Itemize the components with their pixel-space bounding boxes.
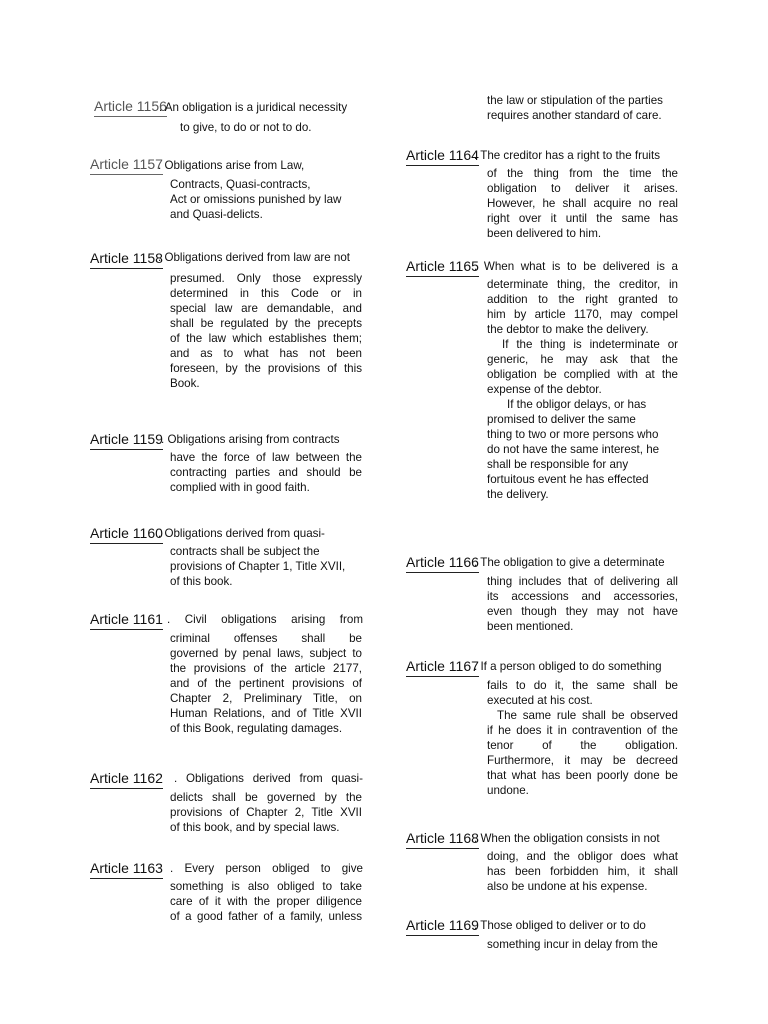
article-1164-first-line: . The creditor has a right to the fruits — [474, 149, 661, 162]
article-1161-line-3: governed by penal laws, subject to — [170, 647, 362, 660]
article-1163-line-3: care of it with the proper diligence — [170, 895, 362, 908]
article-1167-line-3: executed at his cost. — [487, 694, 593, 707]
continued-text — [487, 93, 679, 123]
article-1167-line-8: that what has been poorly done be — [487, 769, 678, 782]
article-1157-line-2: Contracts, Quasi-contracts, — [170, 178, 311, 191]
article-1169-line-2: something incur in delay from the — [487, 938, 658, 951]
article-1167-line-6: tenor of the obligation. — [487, 739, 678, 752]
article-1167 — [406, 657, 680, 817]
article-1161 — [90, 610, 365, 755]
article-1159-body — [170, 450, 362, 495]
article-1164-line-4: However, he shall acquire no real — [487, 197, 678, 210]
article-1165-label: Article 1165 — [406, 257, 479, 277]
article-1163 — [90, 859, 365, 934]
article-1169 — [406, 916, 680, 961]
article-1168-first-line: . When the obligation consists in not — [474, 832, 660, 845]
article-1161-line-5: and of the pertinent provisions of — [170, 677, 362, 690]
article-1161-line-6: Chapter 2, Preliminary Title, on — [170, 692, 362, 705]
article-1164-line-6: been delivered to him. — [487, 227, 602, 240]
article-1162-line-3: provisions of Chapter 2, Title XVII — [170, 806, 362, 819]
article-1162-line-2: delicts shall be governed by the — [170, 791, 362, 804]
article-1165-line-7: generic, he may ask that the — [487, 353, 678, 366]
article-1165-body — [487, 277, 678, 502]
article-1165 — [406, 257, 680, 542]
article-1161-line-4: the provisions of the article 2177, — [170, 662, 362, 675]
article-1158-line-6: of the law which establishes them; — [170, 332, 362, 345]
article-1156-label: Article 1156 — [94, 97, 167, 117]
article-1157 — [90, 155, 362, 230]
article-1163-line-4: of a good father of a family, unless — [170, 910, 362, 923]
article-1158-line-5: shall be regulated by the precepts — [170, 317, 362, 330]
article-1159-line-4: complied with in good faith. — [170, 481, 310, 494]
article-1165-line-14: shall be responsible for any — [487, 458, 629, 471]
continued-line-1: the law or stipulation of the parties — [487, 94, 663, 107]
article-1160 — [90, 524, 365, 599]
article-1160-line-4: of this book. — [170, 575, 233, 588]
article-1159-first-line: . Obligations arising from contracts — [161, 433, 340, 446]
article-1165-line-16: the delivery. — [487, 488, 549, 501]
article-1166-first-line: . The obligation to give a determinate — [474, 556, 665, 569]
article-1167-line-9: undone. — [487, 784, 529, 797]
article-1159 — [90, 430, 365, 505]
article-1158-line-4: special law are demandable, and — [170, 302, 362, 315]
article-1159-line-2: have the force of law between the — [170, 451, 362, 464]
article-1166 — [406, 553, 680, 648]
article-1160-label: Article 1160 — [90, 524, 163, 544]
article-1157-first-line: . Obligations arise from Law, — [158, 159, 305, 172]
article-1158 — [90, 249, 365, 409]
article-1168-line-3: has been forbidden him, it shall — [487, 865, 678, 878]
article-1164-label: Article 1164 — [406, 146, 479, 166]
article-1163-label: Article 1163 — [90, 859, 163, 879]
article-1162-body — [170, 790, 362, 835]
article-1166-line-3: its accessions and accessories, — [487, 590, 678, 603]
article-1158-line-9: Book. — [170, 377, 200, 390]
article-1165-line-13: do not have the same interest, he — [487, 443, 660, 456]
article-1156-line-2: to give, to do or not to do. — [180, 121, 312, 134]
article-1166-body — [487, 574, 678, 634]
article-1168 — [406, 829, 680, 904]
article-1166-line-4: even though they may not have — [487, 605, 678, 618]
article-1167-first-line: . If a person obliged to do something — [474, 660, 662, 673]
article-1165-line-5: the debtor to make the delivery. — [487, 323, 649, 336]
article-1160-body — [170, 544, 362, 589]
article-1162-line-4: of this book, and by special laws. — [170, 821, 340, 834]
article-1164 — [406, 146, 680, 256]
article-1165-line-2: determinate thing, the creditor, in — [487, 278, 678, 291]
article-1168-line-2: doing, and the obligor does what — [487, 850, 678, 863]
article-1164-line-2: of the thing from the time the — [487, 167, 678, 180]
article-1165-line-12: thing to two or more persons who — [487, 428, 659, 441]
article-1165-line-8: obligation be complied with at the — [487, 368, 678, 381]
article-1167-line-7: Furthermore, it may be decreed — [487, 754, 678, 767]
article-1166-line-2: thing includes that of delivering all — [487, 575, 678, 588]
article-1165-line-9: expense of the debtor. — [487, 383, 602, 396]
article-1168-label: Article 1168 — [406, 829, 479, 849]
article-1168-body — [487, 849, 678, 894]
article-1166-label: Article 1166 — [406, 553, 479, 573]
article-1160-line-3: provisions of Chapter 1, Title XVII, — [170, 560, 346, 573]
article-1163-first-line: . Every person obliged to give — [170, 862, 363, 875]
article-1167-line-5: if he does it in contravention of the — [487, 724, 678, 737]
article-1169-label: Article 1169 — [406, 916, 479, 936]
article-1158-line-2: presumed. Only those expressly — [170, 272, 362, 285]
continued-line-2: requires another standard of care. — [487, 109, 662, 122]
article-1160-line-2: contracts shall be subject the — [170, 545, 320, 558]
article-1162 — [90, 769, 365, 844]
article-1157-line-4: and Quasi-delicts. — [170, 208, 263, 221]
article-1165-line-10: If the obligor delays, or has — [507, 398, 647, 411]
article-1158-body — [170, 271, 362, 391]
article-1166-line-5: been mentioned. — [487, 620, 574, 633]
article-1158-label: Article 1158 — [90, 249, 163, 269]
article-1157-line-3: Act or omissions punished by law — [170, 193, 342, 206]
article-1159-label: Article 1159 — [90, 430, 163, 450]
article-1156 — [91, 97, 363, 142]
article-1161-label: Article 1161 — [90, 610, 163, 630]
article-1161-line-2: criminal offenses shall be — [170, 632, 362, 645]
article-1167-body — [487, 678, 678, 798]
article-1165-line-3: addition to the right granted to — [487, 293, 678, 306]
article-1162-first-line: . Obligations derived from quasi- — [174, 772, 363, 785]
article-1165-line-6: If the thing is indeterminate or — [502, 338, 678, 351]
article-1161-body — [170, 631, 362, 736]
article-1157-label: Article 1157 — [90, 155, 163, 175]
article-1163-body — [170, 879, 362, 924]
article-1162-label: Article 1162 — [90, 769, 163, 789]
article-1165-first-line: . When what is to be delivered is a — [474, 260, 678, 273]
article-1158-line-8: foreseen, by the provisions of this — [170, 362, 362, 375]
article-1167-label: Article 1167 — [406, 657, 479, 677]
article-1165-line-11: promised to deliver the same — [487, 413, 636, 426]
article-1169-body — [487, 937, 678, 952]
article-1164-line-3: obligation to deliver it arises. — [487, 182, 678, 195]
article-1158-first-line: . Obligations derived from law are not — [158, 251, 351, 264]
article-1164-body — [487, 166, 678, 241]
article-1169-first-line: . Those obliged to deliver or to do — [474, 919, 646, 932]
article-1161-line-8: of this Book, regulating damages. — [170, 722, 343, 735]
article-1157-body — [170, 177, 360, 222]
article-1158-line-7: and as to what has not been — [170, 347, 362, 360]
article-1158-line-3: determined in this Code or in — [170, 287, 362, 300]
article-1165-line-15: fortuitous event he has effected — [487, 473, 649, 486]
article-1167-line-2: fails to do it, the same shall be — [487, 679, 678, 692]
article-1161-first-line: . Civil obligations arising from — [167, 613, 363, 626]
article-1165-line-4: him by article 1170, may compel — [487, 308, 678, 321]
article-1159-line-3: contracting parties and should be — [170, 466, 362, 479]
article-1163-line-2: something is also obliged to take — [170, 880, 362, 893]
article-1164-line-5: right over it until the same has — [487, 212, 678, 225]
article-1156-first-line: . An obligation is a juridical necessity — [159, 101, 348, 114]
article-1167-line-4: The same rule shall be observed — [497, 709, 678, 722]
article-1161-line-7: Human Relations, and of Title XVII — [170, 707, 362, 720]
article-1160-first-line: . Obligations derived from quasi- — [158, 527, 325, 540]
article-1168-line-4: also be undone at his expense. — [487, 880, 648, 893]
